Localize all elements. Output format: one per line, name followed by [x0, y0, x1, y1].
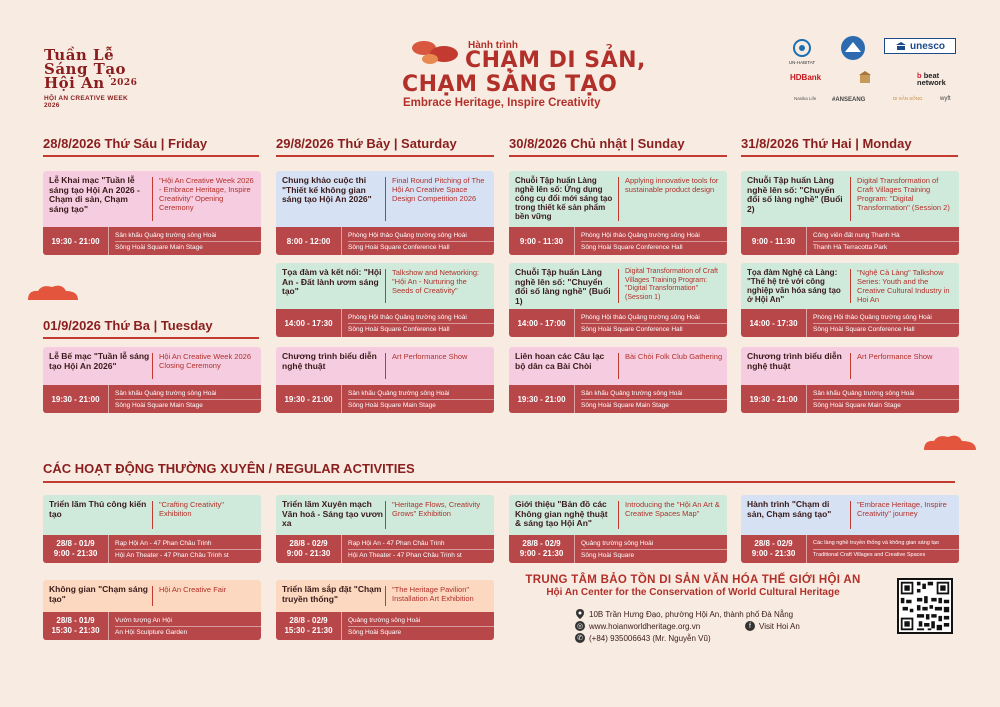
building-logo-icon — [858, 70, 872, 84]
header-line1: CHẠM DI SẢN, — [465, 48, 646, 73]
event-title-en: Applying innovative tools for sustainable product design — [625, 176, 719, 194]
unesco-label: unesco — [909, 40, 945, 52]
event-title-en: Hội An Creative Week 2026 Closing Ceremony — [159, 352, 251, 370]
event-title-vn: Chuỗi Tập huấn Làng nghề lên số: "Chuyển đổi số làng nghề" (Buổi 1) — [509, 263, 619, 309]
event-location-vn: Phòng Hội thảo Quảng trường sông Hoài — [348, 313, 467, 321]
brand-sub: HỘI AN CREATIVE WEEK 2026 — [44, 95, 129, 109]
event-location-en: Sông Hoài Square Main Stage — [348, 399, 494, 410]
beat-network-logo: b beat network — [917, 71, 946, 87]
beat-label: beat network — [917, 71, 946, 87]
event-location-vn: Phòng Hội thảo Quảng trường sông Hoài — [813, 313, 932, 321]
header-small: Hành trình — [468, 40, 518, 51]
activity-card — [509, 495, 727, 563]
activity-location-vn: Rạp Hội An - 47 Phan Châu Trinh — [348, 539, 445, 547]
activity-title-en: "Embrace Heritage, Inspire Creativity" journey — [857, 500, 947, 518]
activity-title-vn: Hành trình "Chạm di sản, Chạm sáng tạo" — [741, 495, 851, 535]
event-title-vn: Lễ Bế mạc "Tuần lễ sáng tạo Hội An 2026" — [43, 347, 153, 385]
activity-time: 15:30 - 21:30 — [284, 626, 333, 635]
event-card — [509, 347, 727, 413]
activity-title-en: Hội An Creative Fair — [159, 585, 227, 594]
event-time: 19:30 - 21:00 — [741, 385, 807, 413]
event-location-en: Sông Hoài Square Conference Hall — [813, 323, 959, 334]
event-title-en: Talkshow and Networking: "Hội An - Nurturing the Seeds of Creativity" — [392, 268, 480, 295]
organizer-name-vn: TRUNG TÂM BẢO TỒN DI SẢN VĂN HÓA THẾ GIỚI HỘI AN — [525, 574, 861, 586]
header-en: Embrace Heritage, Inspire Creativity — [403, 97, 601, 109]
event-location-vn: Phòng Hội thảo Quảng trường sông Hoài — [348, 231, 467, 239]
activity-location-en: Traditional Craft Villages and Creative Spaces — [813, 549, 959, 560]
event-title-en: Bài Chòi Folk Club Gathering — [625, 352, 723, 361]
event-location-vn: Sân khấu Quảng trường sông Hoài — [348, 389, 450, 397]
facebook-row — [745, 621, 800, 631]
phone-icon: ✆ — [575, 633, 585, 643]
event-time: 14:00 - 17:00 — [509, 309, 575, 337]
cloud-decor-icon — [24, 282, 82, 306]
event-time: 19:30 - 21:00 — [43, 385, 109, 413]
address-row — [575, 609, 793, 619]
activity-date-time — [276, 535, 342, 563]
event-card — [276, 347, 494, 413]
event-title-en: Digital Transformation of Craft Villages Training Program: "Digital Transformation" (Session 2) — [857, 176, 950, 212]
activity-location-vn: Quảng trường sông Hoài — [348, 616, 421, 624]
event-title-en: "Hội An Creative Week 2026 - Embrace Heritage, Inspire Creativity" Opening Ceremony — [159, 176, 254, 212]
day-header-3: 30/8/2026 Chủ nhật | Sunday — [509, 136, 685, 151]
globe-icon: ◎ — [576, 623, 584, 630]
activity-date: 28/8 - 02/9 — [754, 539, 793, 548]
event-location-vn: Sân khấu Quảng trường sông Hoài — [581, 389, 683, 397]
day-divider — [43, 337, 259, 339]
event-location-vn: Sân khấu Quảng trường sông Hoài — [115, 389, 217, 397]
event-card — [509, 171, 727, 255]
city-emblem-icon — [838, 34, 868, 62]
brand-line2: Sáng Tạo — [44, 60, 127, 78]
activity-time: 15:30 - 21:30 — [51, 626, 100, 635]
event-title-en: Art Performance Show — [857, 352, 933, 361]
unesco-logo — [884, 38, 956, 54]
phone-number: (+84) 935006643 (Mr. Nguyễn Vũ) — [589, 633, 711, 643]
event-location-en: Sông Hoài Square Conference Hall — [348, 323, 494, 334]
website-link[interactable]: www.hoianworldheritage.org.vn — [589, 621, 701, 631]
event-time: 9:00 - 11:30 — [741, 227, 807, 255]
activity-title-en: Introducing the "Hội An Art & Creative Spaces Map" — [625, 500, 720, 518]
day-divider — [276, 155, 494, 157]
event-location-vn: Phòng Hội thảo Quảng trường sông Hoài — [581, 231, 700, 239]
event-title-vn: Chung khảo cuộc thi "Thiết kế không gian sáng tạo Hội An 2026" — [276, 171, 386, 227]
small-logo-3: wyft — [940, 96, 951, 102]
event-location-vn: Sân khấu Quảng trường sông Hoài — [115, 231, 217, 239]
event-time: 19:30 - 21:00 — [509, 385, 575, 413]
qr-code[interactable] — [897, 578, 953, 634]
activity-date: 28/8 - 01/9 — [56, 539, 95, 548]
activity-title-vn: Triển lãm Thủ công kiến tạo — [43, 495, 153, 535]
activity-title-vn: Triển lãm Xuyên mạch Văn hoá - Sáng tạo vươn xa — [276, 495, 386, 535]
event-time: 19:30 - 21:00 — [43, 227, 109, 255]
event-time: 8:00 - 12:00 — [276, 227, 342, 255]
event-title-vn: Lễ Khai mạc "Tuần lễ sáng tạo Hội An 2026 - Chạm di sản, Chạm sáng tạo" — [43, 171, 153, 227]
activity-date: 28/8 - 02/9 — [289, 616, 328, 625]
un-emblem-icon — [791, 38, 813, 58]
day-header-4: 31/8/2026 Thứ Hai | Monday — [741, 136, 912, 151]
event-location-en: Sông Hoài Square Conference Hall — [581, 241, 727, 252]
activity-card — [43, 495, 261, 563]
day-header-5: 01/9/2026 Thứ Ba | Tuesday — [43, 318, 213, 333]
activity-title-en: "The Heritage Pavilion" Installation Art Exhibition — [392, 585, 474, 603]
activity-title-vn: Không gian "Chạm sáng tạo" — [43, 580, 153, 612]
phone-row — [575, 633, 711, 643]
activity-time: 9:00 - 21:30 — [53, 549, 98, 558]
day-header-1: 28/8/2026 Thứ Sáu | Friday — [43, 136, 208, 151]
event-title-en: Digital Transformation of Craft Villages Training Program: "Digital Transformation" (Session 1) — [625, 268, 718, 301]
event-location-en: Sông Hoài Square Conference Hall — [348, 241, 494, 252]
activity-card — [741, 495, 959, 563]
anseang-logo: #ANSEANG — [832, 97, 866, 103]
day-divider — [43, 155, 259, 157]
event-title-vn: Liên hoan các Câu lạc bộ dân ca Bài Chòi — [509, 347, 619, 385]
day-divider — [509, 155, 727, 157]
address-text: 10B Trần Hưng Đạo, phường Hội An, thành phố Đà Nẵng — [589, 609, 794, 619]
small-logo-1: Nasika Life — [794, 96, 817, 101]
organizer-block — [524, 574, 862, 598]
event-card — [741, 347, 959, 413]
activity-card — [276, 495, 494, 563]
activity-location-en: Hội An Theater - 47 Phan Châu Trinh st — [348, 549, 494, 560]
facebook-icon: f — [745, 621, 755, 631]
event-card — [741, 171, 959, 255]
event-location-vn: Sân khấu Quảng trường sông Hoài — [813, 389, 915, 397]
location-pin-icon — [575, 609, 585, 619]
section-divider — [43, 481, 955, 483]
activity-date-time — [741, 535, 807, 563]
activity-title-vn: Triển lãm sắp đặt "Chạm truyền thống" — [276, 580, 386, 612]
brand-logo — [44, 48, 144, 109]
event-location-en: Sông Hoài Square Main Stage — [115, 399, 261, 410]
activity-date: 28/8 - 01/9 — [56, 616, 95, 625]
activity-date-time — [509, 535, 575, 563]
activity-date: 28/8 - 02/9 — [522, 539, 561, 548]
event-card — [43, 347, 261, 413]
lantern-motif-icon — [410, 38, 462, 66]
day-header-2: 29/8/2026 Thứ Bảy | Saturday — [276, 136, 457, 151]
activity-location-vn: Các làng nghề truyền thống và không gian sáng tạo — [813, 539, 939, 546]
activity-title-en: "Heritage Flows, Creativity Grows" Exhibition — [392, 500, 481, 518]
unhabitat-label: UN-HABITAT — [788, 60, 816, 65]
regular-activities-title: CÁC HOẠT ĐỘNG THƯỜNG XUYÊN / REGULAR ACTIVITIES — [43, 461, 415, 476]
event-time: 14:00 - 17:30 — [741, 309, 807, 337]
day-divider — [741, 155, 958, 157]
event-card — [276, 263, 494, 337]
event-title-vn: Chương trình biểu diễn nghệ thuật — [741, 347, 851, 385]
header-line2: CHẠM SÁNG TẠO — [402, 72, 618, 97]
activity-date-time — [276, 612, 342, 640]
facebook-link[interactable]: Visit Hoi An — [759, 621, 800, 631]
activity-date: 28/8 - 02/9 — [289, 539, 328, 548]
event-title-en: Final Round Pitching of The Hội An Creative Space Design Competition 2026 — [392, 176, 485, 203]
event-title-vn: Chuỗi Tập huấn Làng nghề lên số: "Chuyển đổi số làng nghề" (Buổi 2) — [741, 171, 851, 227]
event-time: 9:00 - 11:30 — [509, 227, 575, 255]
activity-time: 9:00 - 21:30 — [286, 549, 331, 558]
event-location-en: Thanh Hà Terracotta Park — [813, 241, 959, 252]
activity-date-time — [43, 612, 109, 640]
activity-location-vn: Quảng trường sông Hoài — [581, 539, 654, 547]
event-card — [509, 263, 727, 337]
event-title-vn: Chương trình biểu diễn nghệ thuật — [276, 347, 386, 385]
event-location-en: Sông Hoài Square Main Stage — [115, 241, 261, 252]
activity-time: 9:00 - 21:30 — [519, 549, 564, 558]
activity-card — [43, 580, 261, 640]
activity-location-en: An Hội Sculpture Garden — [115, 626, 261, 637]
activity-time: 9:00 - 21:30 — [751, 549, 796, 558]
temple-icon — [895, 41, 907, 51]
event-title-vn: Tọa đàm Nghệ cà Làng: "Thế hệ trẻ với công nghiệp văn hóa sáng tạo ở Hội An" — [741, 263, 851, 309]
brand-year: 2026 — [110, 78, 138, 88]
event-location-en: Sông Hoài Square Conference Hall — [581, 323, 727, 334]
activity-title-en: "Crafting Creativity" Exhibition — [159, 500, 224, 518]
activity-location-vn: Rạp Hội An - 47 Phan Châu Trinh — [115, 539, 212, 547]
event-location-vn: Phòng Hội thảo Quảng trường sông Hoài — [581, 313, 700, 321]
event-title-en: Art Performance Show — [392, 352, 468, 361]
organizer-name-en: Hội An Center for the Conservation of World Cultural Heritage — [546, 587, 840, 598]
activity-location-en: Sông Hoài Square — [348, 626, 494, 637]
website-row — [575, 621, 700, 631]
brand-line1: Tuần Lễ — [44, 46, 115, 64]
event-card — [276, 171, 494, 255]
event-title-vn: Chuỗi Tập huấn Làng nghề lên số: Ứng dụng công cụ đổi mới sáng tạo trong thiết kế sản phẩm bền vững — [509, 171, 619, 227]
event-title-vn: Tọa đàm và kết nối: "Hội An - Đất lành ươm sáng tạo" — [276, 263, 386, 309]
cloud-decor-icon — [920, 432, 980, 456]
small-logo-2: DI SẢN SỐNG — [893, 96, 923, 101]
activity-location-en: Hội An Theater - 47 Phan Châu Trinh st — [115, 549, 261, 560]
activity-location-en: Sông Hoài Square — [581, 549, 727, 560]
event-location-vn: Công viên đất nung Thanh Hà — [813, 231, 900, 239]
event-location-en: Sông Hoài Square Main Stage — [581, 399, 727, 410]
event-card — [741, 263, 959, 337]
event-time: 19:30 - 21:00 — [276, 385, 342, 413]
event-card — [43, 171, 261, 255]
event-time: 14:00 - 17:30 — [276, 309, 342, 337]
activity-location-vn: Vườn tượng An Hội — [115, 616, 172, 624]
activity-date-time — [43, 535, 109, 563]
hdbank-logo: HDBank — [790, 73, 822, 82]
event-title-en: "Nghệ Cà Làng" Talkshow Series: Youth and the Creative Cultural Industry in Hoi An — [857, 268, 950, 304]
activity-title-vn: Giới thiệu "Bản đồ các Không gian nghệ thuật & sáng tạo Hội An" — [509, 495, 619, 535]
brand-line3: Hội An — [44, 74, 105, 92]
activity-card — [276, 580, 494, 640]
event-location-en: Sông Hoài Square Main Stage — [813, 399, 959, 410]
unhabitat-logo — [788, 38, 816, 65]
